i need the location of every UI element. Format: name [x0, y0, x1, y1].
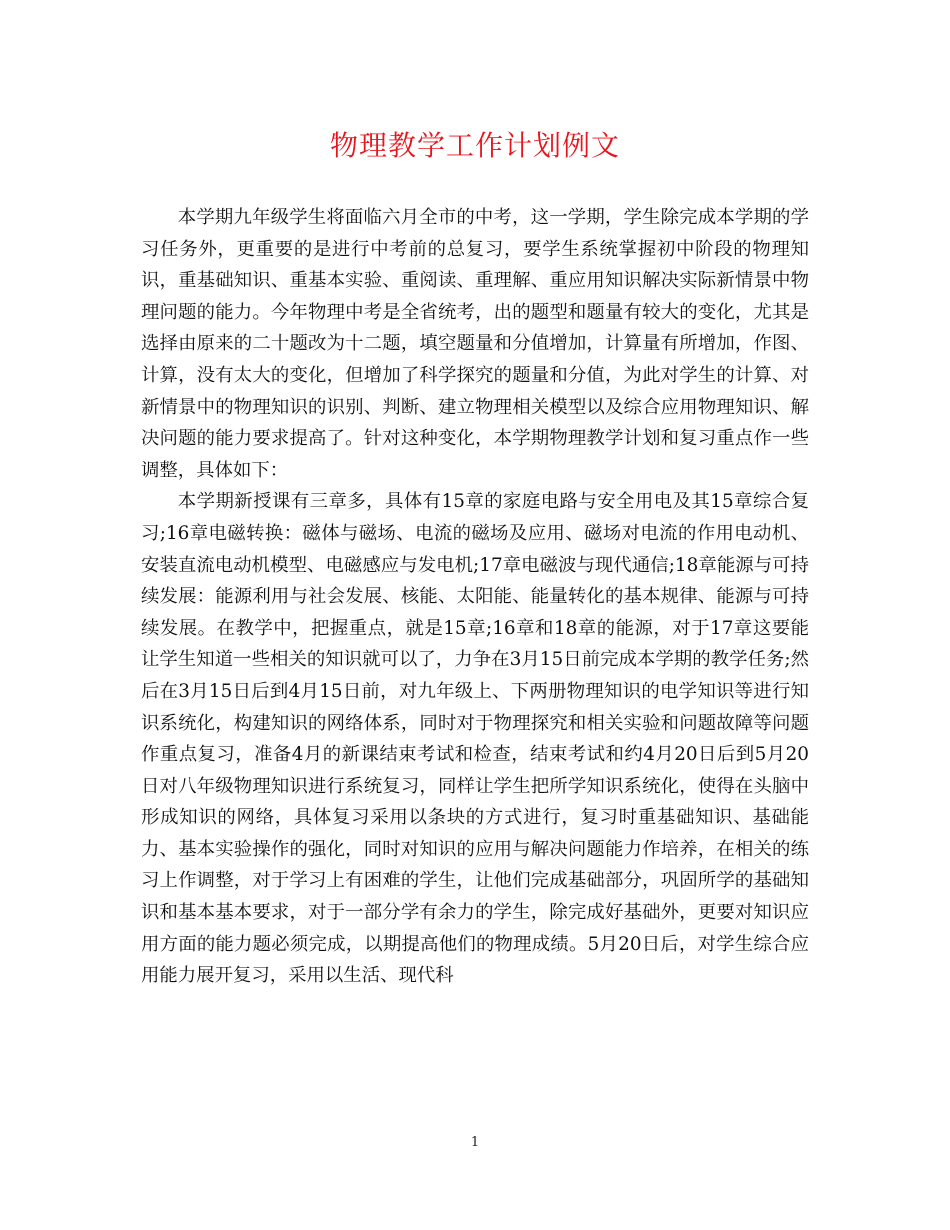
- document-title: 物理教学工作计划例文: [329, 129, 620, 162]
- paragraph-1: 本学期九年级学生将面临六月全市的中考，这一学期，学生除完成本学期的学习任务外，更重要的是进行中考前的总复习，要学生系统掌握初中阶段的物理知识，重基础知识、重基本实验、重阅读、重理解、重应用知识解决实际新情景中物理问题的能力。今年物理中考是全省统考，出的题型和题量有较大的变化，尤其是选择由原来的二十题改为十二题，填空题量和分值增加，计算量有所增加，作图、计算，没有太大的变化，但增加了科学探究的题量和分值，为此对学生的计算、对新情景中的物理知识的识别、判断、建立物理相关模型以及综合应用物理知识、解决问题的能力要求提高了。针对这种变化，本学期物理教学计划和复习重点作一些调整，具体如下：: [141, 207, 809, 481]
- document-body: [141, 202, 809, 992]
- page-number: 1: [470, 1135, 480, 1150]
- paragraph-2: 本学期新授课有三章多，具体有15章的家庭电路与安全用电及其15章综合复习;16章电磁转换：磁体与磁场、电流的磁场及应用、磁场对电流的作用电动机、安装直流电动机模型、电磁感应与发电机;17章电磁波与现代通信;18章能源与可持续发展：能源利用与社会发展、核能、太阳能、能量转化的基本规律、能源与可持续发展。在教学中，把握重点，就是15章;16章和18章的能源，对于17章这要能让学生知道一些相关的知识就可以了，力争在3月15日前完成本学期的教学任务;然后在3月15日后到4月15日前，对九年级上、下两册物理知识的电学知识等进行知识系统化，构建知识的网络体系，同时对于物理探究和相关实验和问题故障等问题作重点复习，准备4月的新课结束考试和检查，结束考试和约4月20日后到5月20日对八年级物理知识进行系统复习，同样让学生把所学知识系统化，使得在头脑中形成知识的网络，具体复习采用以条块的方式进行，复习时重基础知识、基础能力、基本实验操作的强化，同时对知识的应用与解决问题能力作培养，在相关的练习上作调整，对于学习上有困难的学生，让他们完成基础部分，巩固所学的基础知识和基本基本要求，对于一部分学有余力的学生，除完成好基础外，更要对知识应用方面的能力题必须完成，以期提高他们的物理成绩。5月20日后，对学生综合应用能力展开复习，采用以生活、现代科: [141, 491, 809, 987]
